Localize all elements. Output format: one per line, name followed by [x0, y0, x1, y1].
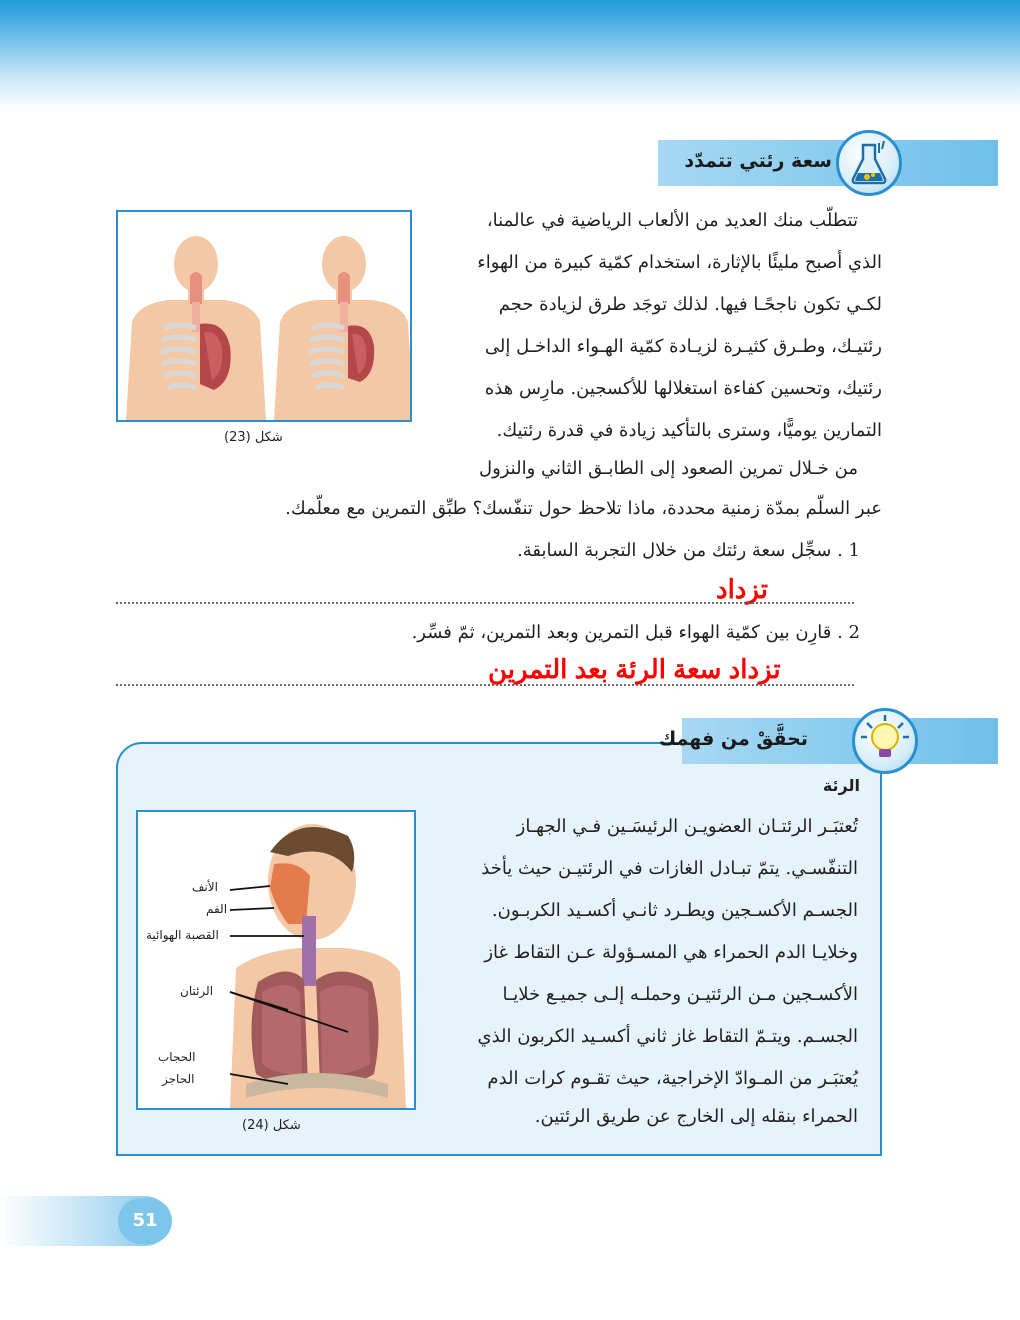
question-1: 1 . سجِّل سعة رئتك من خلال التجربة السابقة. [517, 540, 860, 561]
answer-2-line [116, 684, 854, 686]
lung-subheading: الرئة [822, 776, 860, 795]
section2-line-1: تُعتبَـر الرئتـان العضويـن الرئيسَـين فـي الجهـاز [516, 816, 858, 837]
section2-line-2: التنفّسـي. يتمّ تبـادل الغازات في الرئتيـن حيث يأخذ [481, 858, 858, 879]
answer-2: تزداد سعة الرئة بعد التمرين [488, 654, 781, 684]
section1-continuation-2: عبر السلّم بمدّة زمنية محددة، ماذا تلاحظ حول تنفّسك؟ طبِّق التمرين مع معلّمك. [285, 498, 882, 519]
answer-1-line [116, 602, 854, 604]
label-lungs: الرئتان [180, 984, 214, 998]
section2-line-6: الجسـم. ويتـمّ التقاط غاز ثاني أكسـيد الكربون الذي [477, 1026, 858, 1047]
section1-line-5: رئتيك، وتحسين كفاءة استغلالها للأكسجين. مارِس هذه [484, 378, 882, 399]
section2-line-4: وخلايـا الدم الحمراء هي المسـؤولة عـن التقاط غاز [484, 942, 858, 963]
figure-24 [136, 810, 416, 1110]
figure-24-caption: شكل (24) [242, 1118, 301, 1133]
section1-title: سعة رئتي تتمدّد [684, 150, 832, 172]
section1-line-6: التمارين يوميًّا، وسترى بالتأكيد زيادة في قدرة رئتيك. [496, 420, 882, 441]
question-2: 2 . قارِن بين كمّية الهواء قبل التمرين وبعد التمرين، ثمّ فسِّر. [411, 622, 860, 643]
label-diaphragm-1: الحجاب [158, 1050, 196, 1064]
section2-line-3: الجسـم الأكسـجين ويطـرد ثانـي أكسـيد الكربـون. [491, 900, 858, 921]
section1-line-4: رئتيـك، وطـرق كثيـرة لزيـادة كمّية الهـواء الداخـل إلى [484, 336, 882, 357]
lightbulb-icon [852, 708, 918, 774]
figure-23-caption: شكل (23) [224, 430, 283, 445]
section2-line-5: الأكسـجين مـن الرئتيـن وحملـه إلـى جميـع خلايـا [502, 984, 858, 1005]
section2-line-7: يُعتبَـر من المـوادّ الإخراجية، حيث تقـوم كرات الدم [487, 1068, 858, 1089]
label-diaphragm-2: الحاجز [162, 1072, 195, 1086]
section1-line-2: الذي أصبح مليئًا بالإثارة، استخدام كمّية كبيرة من الهواء [477, 252, 882, 273]
lungs-comparison-illustration [118, 212, 410, 420]
header-band [0, 0, 1020, 110]
figure-23 [116, 210, 412, 422]
page-number: 51 [118, 1198, 172, 1244]
section1-line-3: لكـي تكون ناجحًـا فيها. لذلك توجَد طرق لزيادة حجم [498, 294, 882, 315]
section2-title: تحقَّقْ من فهمك [658, 728, 808, 750]
section1-line-1: تتطلّب منك العديد من الألعاب الرياضية في عالمنا، [486, 210, 858, 231]
flask-icon [836, 130, 902, 196]
label-trachea: القصبة الهوائية [146, 928, 219, 942]
section2-line-8: الحمراء بنقله إلى الخارج عن طريق الرئتين. [534, 1106, 858, 1127]
label-mouth: الفم [206, 902, 228, 916]
label-nose: الأنف [192, 880, 218, 894]
answer-1: تزداد [716, 574, 768, 604]
section1-continuation-1: من خـلال تمرين الصعود إلى الطابـق الثاني والنزول [478, 458, 858, 479]
